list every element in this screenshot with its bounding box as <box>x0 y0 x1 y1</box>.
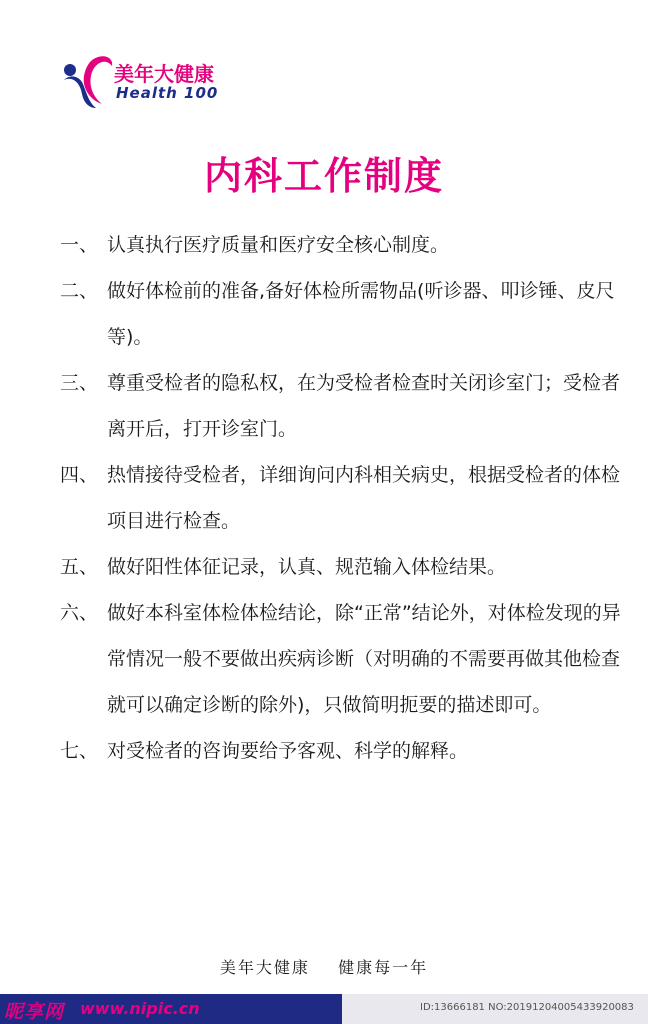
rule-item <box>60 452 628 544</box>
rule-text: 尊重受检者的隐私权，在为受检者检查时关闭诊室门；受检者离开后，打开诊室门。 <box>107 372 621 440</box>
logo-english-name: Health 100 <box>116 84 219 102</box>
rule-number: 七、 <box>60 740 99 762</box>
page-title: 内科工作制度 <box>203 154 444 198</box>
rule-number: 二、 <box>60 280 99 302</box>
rule-text: 认真执行医疗质量和医疗安全核心制度。 <box>107 234 450 256</box>
rules-list <box>60 222 628 774</box>
rule-text: 做好阳性体征记录，认真、规范输入体检结果。 <box>107 556 507 578</box>
rule-item <box>60 728 628 774</box>
rule-number: 四、 <box>60 464 99 486</box>
brand-logo <box>60 50 250 112</box>
rule-number: 三、 <box>60 372 99 394</box>
rule-text: 做好本科室体检体检结论，除“正常”结论外，对体检发现的异常情况一般不要做出疾病诊断（对明确的不需要再做其他检查就可以确定诊断的除外)，只做简明扼要的描述即可。 <box>107 602 621 716</box>
rule-number: 五、 <box>60 556 99 578</box>
rule-item <box>60 544 628 590</box>
watermark-url: www.nipic.cn <box>80 999 200 1018</box>
health100-logo-icon <box>60 50 116 110</box>
footer-slogan: 美年大健康 健康每一年 <box>219 958 429 977</box>
rule-text: 热情接待受检者，详细询问内科相关病史，根据受检者的体检项目进行检查。 <box>107 464 621 532</box>
watermark-brand: 昵享网 <box>4 1001 65 1023</box>
watermark-bar <box>0 994 648 1024</box>
rule-item <box>60 360 628 452</box>
rule-text: 对受检者的咨询要给予客观、科学的解释。 <box>107 740 469 762</box>
rule-item <box>60 222 628 268</box>
rule-number: 一、 <box>60 234 99 256</box>
rule-item <box>60 268 628 360</box>
watermark-id: ID:13666181 NO:20191204005433920083 <box>420 1002 634 1013</box>
rule-number: 六、 <box>60 602 99 624</box>
rule-item <box>60 590 628 728</box>
rule-text: 做好体检前的准备,备好体检所需物品(听诊器、叩诊锤、皮尺等)。 <box>107 280 615 348</box>
logo-chinese-name: 美年大健康 <box>114 62 214 86</box>
